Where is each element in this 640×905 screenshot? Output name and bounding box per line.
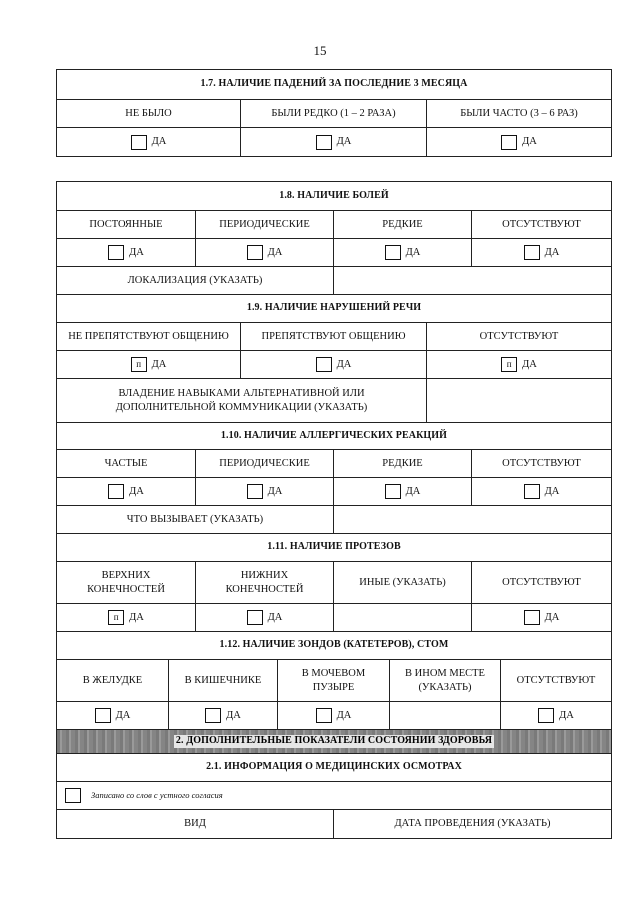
probes-col-intestine: В КИШЕЧНИКЕ xyxy=(169,660,278,701)
verbal-consent-checkbox[interactable] xyxy=(65,788,223,803)
prosthesis-upper-checkbox[interactable] xyxy=(108,610,144,625)
checkbox-box[interactable] xyxy=(108,484,124,499)
checkbox-label: ДА xyxy=(522,136,537,148)
falls-col-none: НЕ БЫЛО xyxy=(57,100,241,127)
pain-localization-field[interactable] xyxy=(334,267,611,294)
speech-communication-line2: ДОПОЛНИТЕЛЬНОЙ КОММУНИКАЦИИ (УКАЗАТЬ) xyxy=(115,401,368,413)
allergy-periodic-checkbox[interactable] xyxy=(247,484,283,499)
prosthesis-col-upper-line2: КОНЕЧНОСТЕЙ xyxy=(87,583,165,595)
prosthesis-col-upper xyxy=(57,562,196,603)
verbal-consent-label: Записано со слов с устного согласия xyxy=(91,790,223,801)
exam-col-type: ВИД xyxy=(57,810,334,838)
falls-title: 1.7. НАЛИЧИЕ ПАДЕНИЙ ЗА ПОСЛЕДНИЕ 3 МЕСЯЦА xyxy=(200,78,468,90)
speech-col-obstacle: ПРЕПЯТСТВУЮТ ОБЩЕНИЮ xyxy=(241,323,427,350)
prosthesis-col-upper-line1: ВЕРХНИХ xyxy=(101,570,151,582)
checkbox-label: ДА xyxy=(544,611,560,623)
checkbox-label: ДА xyxy=(544,246,560,258)
probes-col-absent: ОТСУТСТВУЮТ xyxy=(516,674,596,686)
pain-periodic-checkbox[interactable] xyxy=(247,245,283,260)
allergy-rare-checkbox[interactable] xyxy=(385,484,421,499)
falls-rare-checkbox[interactable] xyxy=(316,135,352,150)
speech-absent-checkbox[interactable] xyxy=(501,357,537,372)
allergy-col-absent: ОТСУТСТВУЮТ xyxy=(502,457,581,469)
checkbox-label: ДА xyxy=(405,485,421,497)
exam-col-date: ДАТА ПРОВЕДЕНИЯ (УКАЗАТЬ) xyxy=(394,818,551,830)
prosthesis-col-other: ИНЫЕ (УКАЗАТЬ) xyxy=(334,562,472,603)
probes-bladder-checkbox[interactable] xyxy=(316,708,352,723)
prosthesis-other-field[interactable] xyxy=(334,604,472,631)
probes-other-field[interactable] xyxy=(390,702,501,729)
allergy-cause-label: ЧТО ВЫЗЫВАЕТ (УКАЗАТЬ) xyxy=(57,506,334,533)
checkbox-box[interactable] xyxy=(316,708,332,723)
prosthesis-col-lower-line1: НИЖНИХ xyxy=(240,570,289,582)
checkbox-label: ДА xyxy=(336,709,352,721)
checkbox-box[interactable] xyxy=(316,357,332,372)
allergy-absent-checkbox[interactable] xyxy=(524,484,560,499)
falls-often-checkbox[interactable] xyxy=(501,135,537,150)
allergy-title: 1.10. НАЛИЧИЕ АЛЛЕРГИЧЕСКИХ РЕАКЦИЙ xyxy=(220,429,448,441)
prosthesis-absent-checkbox[interactable] xyxy=(524,610,560,625)
checkbox-box[interactable] xyxy=(385,484,401,499)
falls-col-often: БЫЛИ ЧАСТО (3 – 6 РАЗ) xyxy=(460,107,578,119)
pain-localization-label: ЛОКАЛИЗАЦИЯ (УКАЗАТЬ) xyxy=(57,267,334,294)
checkbox-label: ДА xyxy=(336,136,352,148)
checkbox-label: ДА xyxy=(559,709,574,721)
pain-col-rare: РЕДКИЕ xyxy=(334,211,472,238)
speech-communication-field[interactable] xyxy=(427,379,611,422)
pain-rare-checkbox[interactable] xyxy=(385,245,421,260)
checkbox-label: ДА xyxy=(226,709,241,721)
speech-no-obstacle-checkbox[interactable] xyxy=(131,357,167,372)
speech-communication-line1: ВЛАДЕНИЕ НАВЫКАМИ АЛЬТЕРНАТИВНОЙ ИЛИ xyxy=(118,388,365,400)
checkbox-label: ДА xyxy=(267,611,283,623)
checkbox-label: ДА xyxy=(115,709,131,721)
falls-col-rare: БЫЛИ РЕДКО (1 – 2 РАЗА) xyxy=(241,100,427,127)
prosthesis-col-absent: ОТСУТСТВУЮТ xyxy=(502,576,581,588)
checkbox-box[interactable] xyxy=(538,708,554,723)
checkbox-box[interactable] xyxy=(95,708,111,723)
allergy-col-frequent: ЧАСТЫЕ xyxy=(57,450,196,477)
page-number: 15 xyxy=(313,43,327,58)
speech-obstacle-checkbox[interactable] xyxy=(316,357,352,372)
probes-col-bladder xyxy=(278,660,390,701)
prosthesis-lower-checkbox[interactable] xyxy=(247,610,283,625)
allergy-col-periodic: ПЕРИОДИЧЕСКИЕ xyxy=(196,450,334,477)
falls-none-checkbox[interactable] xyxy=(131,135,167,150)
checkbox-box[interactable] xyxy=(131,135,147,150)
probes-intestine-checkbox[interactable] xyxy=(205,708,241,723)
medical-exams-title: 2.1. ИНФОРМАЦИЯ О МЕДИЦИНСКИХ ОСМОТРАХ xyxy=(206,761,462,773)
checkbox-label: ДА xyxy=(129,485,144,497)
checkbox-box[interactable]: п xyxy=(501,357,517,372)
verbal-consent-row xyxy=(57,782,611,809)
checkbox-label: ДА xyxy=(151,358,167,370)
checkbox-box[interactable] xyxy=(108,245,124,260)
checkbox-box[interactable] xyxy=(65,788,81,803)
checkbox-label: ДА xyxy=(129,611,144,623)
speech-communication-label xyxy=(57,379,427,422)
allergy-cause-field[interactable] xyxy=(334,506,611,533)
prosthesis-title: 1.11. НАЛИЧИЕ ПРОТЕЗОВ xyxy=(267,541,401,553)
checkbox-box[interactable] xyxy=(501,135,517,150)
health-indicators-title-text: 2. ДОПОЛНИТЕЛЬНЫЕ ПОКАЗАТЕЛИ СОСТОЯНИИ ЗДОРОВЬЯ xyxy=(175,735,493,747)
checkbox-label: ДА xyxy=(267,485,283,497)
probes-col-other-line1: В ИНОМ МЕСТЕ xyxy=(405,668,485,680)
checkbox-label: ДА xyxy=(151,136,167,148)
checkbox-label: ДА xyxy=(129,246,144,258)
checkbox-label: ДА xyxy=(267,246,283,258)
checkbox-label: ДА xyxy=(336,358,352,370)
checkbox-box[interactable] xyxy=(524,610,540,625)
probes-col-other xyxy=(390,660,501,701)
health-indicators-title xyxy=(57,730,611,753)
checkbox-box[interactable] xyxy=(385,245,401,260)
checkbox-box[interactable] xyxy=(316,135,332,150)
speech-col-no-obstacle: НЕ ПРЕПЯТСТВУЮТ ОБЩЕНИЮ xyxy=(57,323,241,350)
pain-col-constant: ПОСТОЯННЫЕ xyxy=(57,211,196,238)
pain-absent-checkbox[interactable] xyxy=(524,245,560,260)
allergy-frequent-checkbox[interactable] xyxy=(108,484,144,499)
pain-col-periodic: ПЕРИОДИЧЕСКИЕ xyxy=(196,211,334,238)
checkbox-box[interactable] xyxy=(247,245,263,260)
checkbox-box[interactable] xyxy=(247,610,263,625)
pain-col-absent: ОТСУТСТВУЮТ xyxy=(502,218,581,230)
prosthesis-col-lower-line2: КОНЕЧНОСТЕЙ xyxy=(225,583,304,595)
pain-title: 1.8. НАЛИЧИЕ БОЛЕЙ xyxy=(279,189,389,201)
checkbox-label: ДА xyxy=(405,246,421,258)
checkbox-box[interactable] xyxy=(524,484,540,499)
probes-col-bladder-line1: В МОЧЕВОМ xyxy=(301,668,366,680)
falls-table xyxy=(56,69,612,157)
checkbox-box[interactable]: п xyxy=(131,357,147,372)
probes-title: 1.12. НАЛИЧИЕ ЗОНДОВ (КАТЕТЕРОВ), СТОМ xyxy=(219,639,449,651)
checkbox-box[interactable] xyxy=(247,484,263,499)
probes-col-other-line2: (УКАЗАТЬ) xyxy=(418,681,472,693)
prosthesis-col-lower xyxy=(196,562,334,603)
speech-col-absent: ОТСУТСТВУЮТ xyxy=(479,330,559,342)
checkbox-label: ДА xyxy=(544,485,560,497)
pain-constant-checkbox[interactable] xyxy=(108,245,144,260)
probes-absent-checkbox[interactable] xyxy=(538,708,574,723)
probes-col-stomach: В ЖЕЛУДКЕ xyxy=(57,660,169,701)
health-table xyxy=(56,181,612,839)
probes-stomach-checkbox[interactable] xyxy=(95,708,131,723)
checkbox-label: ДА xyxy=(522,358,537,370)
checkbox-box[interactable] xyxy=(524,245,540,260)
speech-title: 1.9. НАЛИЧИЕ НАРУШЕНИЙ РЕЧИ xyxy=(246,302,422,314)
checkbox-box[interactable] xyxy=(205,708,221,723)
probes-col-bladder-line2: ПУЗЫРЕ xyxy=(312,681,355,693)
allergy-col-rare: РЕДКИЕ xyxy=(334,450,472,477)
checkbox-box[interactable]: п xyxy=(108,610,124,625)
